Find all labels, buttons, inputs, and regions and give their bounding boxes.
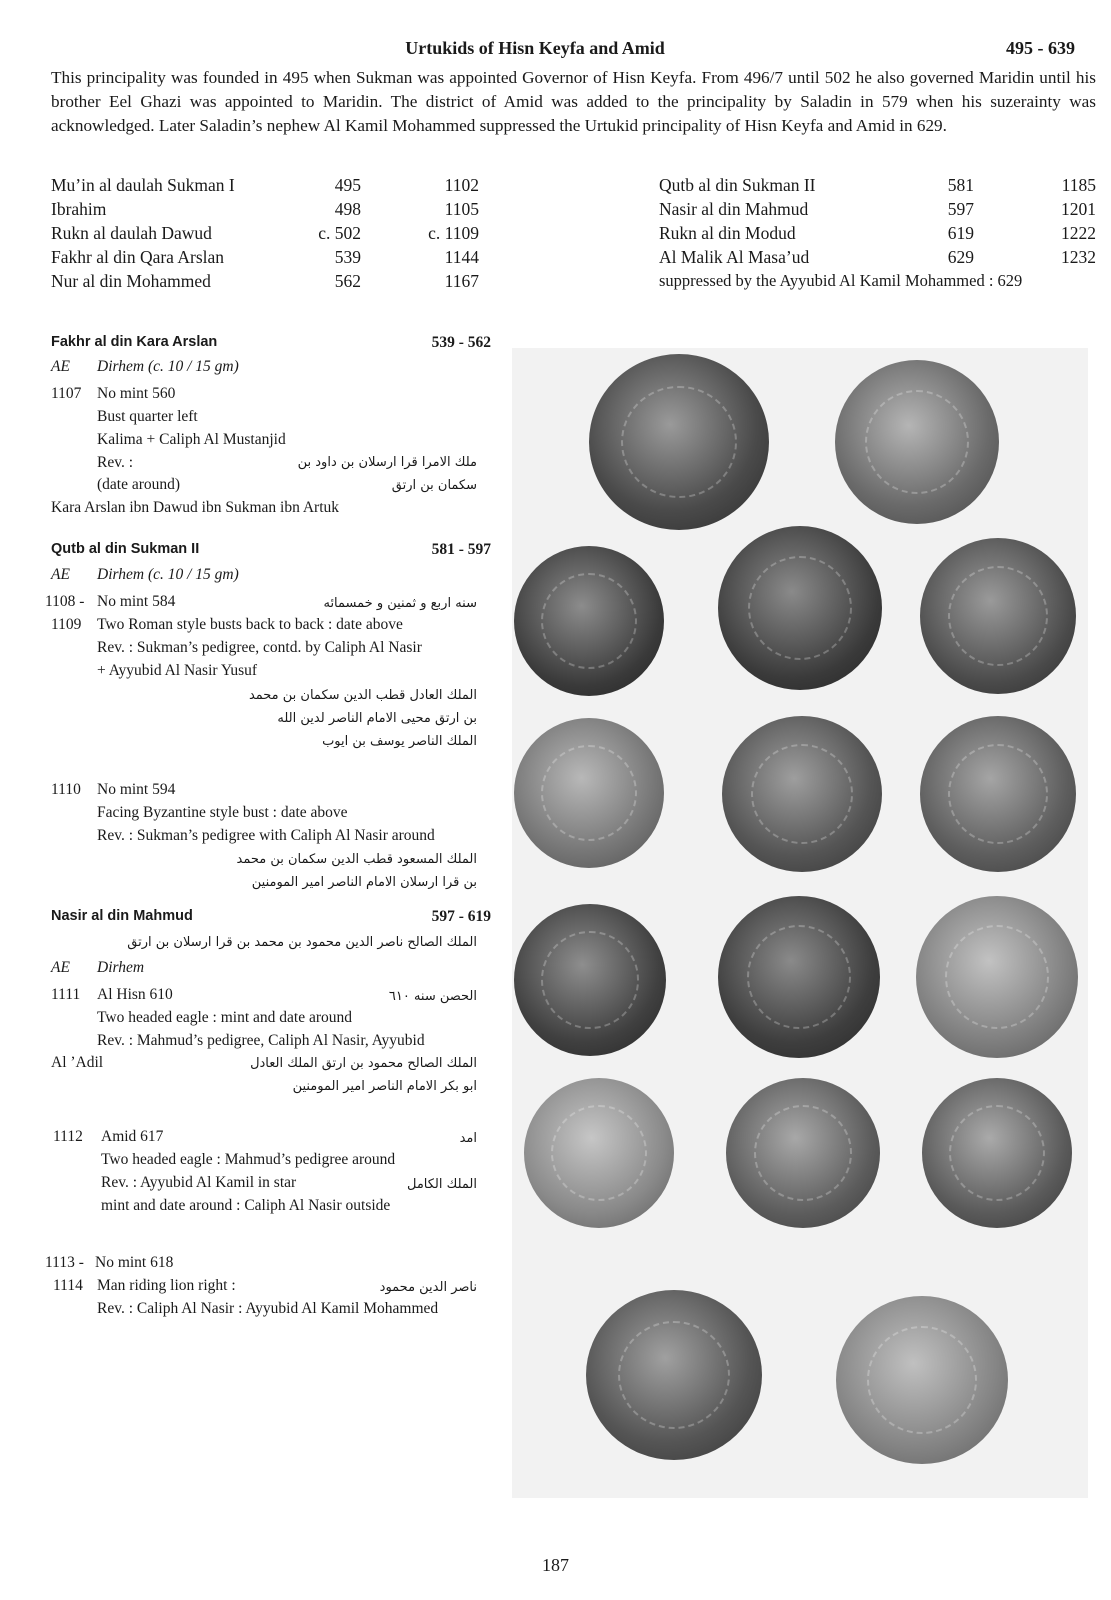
ruler-ad: 1232 (1061, 247, 1096, 267)
arabic-mint: الحصن سنه ٦١٠ (388, 989, 477, 1004)
catalogue-column (45, 0, 491, 1600)
description-line: mint and date around : Caliph Al Nasir outside (101, 1197, 391, 1214)
mint-date: Amid 617 (101, 1128, 164, 1145)
denomination: Dirhem (c. 10 / 15 gm) (97, 358, 239, 375)
catalogue-number: 1114 (53, 1277, 83, 1294)
catalogue-number: 1110 (51, 781, 81, 798)
arabic-legend: الملك الناصر يوسف بن ايوب (322, 734, 477, 749)
ruler-ah: 498 (334, 199, 361, 219)
catalogue-number: 1109 (51, 616, 82, 633)
coin-image (718, 526, 882, 690)
date-range: 495 - 639 (1006, 38, 1075, 58)
metal-type: AE (51, 358, 70, 375)
mint-date: No mint 618 (95, 1254, 174, 1271)
ruler-name: Rukn al din Modud (659, 223, 796, 243)
arabic-legend: سكمان بن ارتق (391, 478, 477, 493)
section-title: Fakhr al din Kara Arslan (51, 334, 218, 350)
ruler-row (659, 221, 1096, 245)
ruler-ah: 562 (334, 271, 361, 291)
ruler-name: Fakhr al din Qara Arslan (51, 247, 225, 267)
description-line: Rev. : Caliph Al Nasir : Ayyubid Al Kamil Mohammed (97, 1300, 439, 1317)
arabic-legend: بن قرا ارسلان الامام الناصر امير المومنين (251, 875, 477, 890)
ruler-name: Qutb al din Sukman II (659, 175, 816, 195)
arabic-title: الملك الصالح ناصر الدين محمود بن محمد بن قرا ارسلان بن ارتق (127, 935, 477, 950)
coin-image (586, 1290, 762, 1460)
description-line: Kalima + Caliph Al Mustanjid (97, 431, 286, 448)
coin-image (718, 896, 880, 1058)
description-line: Bust quarter left (97, 408, 198, 425)
catalogue-number: 1113 - (45, 1254, 84, 1271)
arabic-legend: الملك المسعود قطب الدين سكمان بن محمد (236, 852, 477, 867)
description-line: Man riding lion right : (97, 1277, 236, 1294)
ruler-ad: c. 1109 (428, 223, 479, 243)
mint-date: Al Hisn 610 (97, 986, 173, 1003)
ruler-ad: 1222 (1061, 223, 1096, 243)
description-line: + Ayyubid Al Nasir Yusuf (97, 662, 258, 679)
intro-paragraph: This principality was founded in 495 when Sukman was appointed Governor of Hisn Keyfa. From 496/7 until 502 he also governed Maridin until his brother Eel Ghazi was appointed to Maridin. The district of Amid was added to the principality by Saladin in 579 when his suzerainty was acknowledged. Later Saladin’s nephew Al Kamil Mohammed suppressed the Urtukid principality of Hisn Keyfa and Amid in 629. (51, 68, 1096, 135)
ruler-row (659, 173, 1096, 197)
ruler-ah: 539 (334, 247, 361, 267)
ruler-ah: 581 (947, 175, 974, 195)
arabic-legend: بن ارتق محيى الامام الناصر لدين الله (277, 711, 477, 726)
ruler-ad: 1105 (444, 199, 479, 219)
ruler-ah: 495 (334, 175, 361, 195)
ruler-ad: 1185 (1061, 175, 1096, 195)
page-number: 187 (542, 1555, 569, 1575)
suppressed-note (659, 269, 1096, 293)
ruler-ah: 597 (947, 199, 974, 219)
description-line: Two Roman style busts back to back : date above (97, 616, 403, 633)
coin-image (722, 716, 882, 872)
ruler-name: Nasir al din Mahmud (659, 199, 809, 219)
mint-date: No mint 584 (97, 593, 176, 610)
catalogue-number: 1108 - (45, 593, 85, 610)
denomination: Dirhem (97, 959, 145, 976)
coin-plate (512, 348, 1088, 1498)
ruler-name: Ibrahim (51, 199, 107, 219)
description-line: Rev. : Mahmud’s pedigree, Caliph Al Nasir, Ayyubid (97, 1032, 425, 1049)
coin-image (514, 904, 666, 1056)
arabic-legend: ملك الامرا قرا ارسلان بن داود بن (297, 455, 477, 470)
section-heading (51, 908, 491, 924)
coin-image (836, 1296, 1008, 1464)
coin-image (514, 546, 664, 696)
section-range: 539 - 562 (431, 334, 491, 351)
ruler-name: Al Malik Al Masa’ud (659, 247, 810, 267)
ruler-name: Rukn al daulah Dawud (51, 223, 212, 243)
ruler-ad: 1144 (444, 247, 479, 267)
ruler-ad: 1102 (444, 175, 479, 195)
coin-image (524, 1078, 674, 1228)
mint-date: No mint 560 (97, 385, 176, 402)
metal-type: AE (51, 566, 70, 583)
catalogue-number: 1111 (51, 986, 81, 1003)
coin-image (514, 718, 664, 868)
suppressed-text: suppressed by the Ayyubid Al Kamil Mohammed : 629 (659, 271, 1023, 290)
catalogue-number: 1107 (51, 385, 82, 402)
arabic-mint: سنه اربع و ثمنين و خمسمائه (323, 596, 477, 611)
denomination: Dirhem (c. 10 / 15 gm) (97, 566, 239, 583)
ruler-row (659, 245, 1096, 269)
description-line: (date around) (97, 476, 181, 493)
page-title: Urtukids of Hisn Keyfa and Amid (405, 38, 665, 58)
ruler-ah: c. 502 (318, 223, 361, 243)
ruler-name: Mu’in al daulah Sukman I (51, 175, 235, 195)
mint-date: No mint 594 (97, 781, 176, 798)
description-line: Two headed eagle : mint and date around (97, 1009, 353, 1026)
section-title: Qutb al din Sukman II (51, 541, 200, 557)
coin-image (920, 716, 1076, 872)
ruler-ah: 619 (947, 223, 974, 243)
ruler-table-right (659, 173, 1096, 293)
arabic-legend: الملك الكامل (406, 1177, 477, 1192)
description-line: Al ’Adil (51, 1054, 104, 1071)
arabic-mint: امد (459, 1131, 477, 1146)
arabic-legend: الملك العادل قطب الدين سكمان بن محمد (248, 688, 477, 703)
description-line: Rev. : Ayyubid Al Kamil in star (101, 1174, 297, 1191)
section-heading (51, 334, 491, 350)
ruler-name: Nur al din Mohammed (51, 271, 211, 291)
arabic-legend: ناصر الدين محمود (379, 1280, 477, 1295)
description-line: Rev. : (97, 454, 134, 471)
arabic-legend: ابو بكر الامام الناصر امير المومنين (292, 1079, 477, 1094)
coin-image (916, 896, 1078, 1058)
ruler-ad: 1201 (1061, 199, 1096, 219)
coin-image (589, 354, 769, 530)
section-range: 597 - 619 (431, 908, 491, 925)
coin-image (922, 1078, 1072, 1228)
catalogue-number: 1112 (53, 1128, 83, 1145)
description-line: Two headed eagle : Mahmud’s pedigree around (101, 1151, 396, 1168)
coin-image (726, 1078, 880, 1228)
ruler-row (659, 197, 1096, 221)
note-line: Kara Arslan ibn Dawud ibn Sukman ibn Artuk (51, 499, 340, 516)
coin-image (920, 538, 1076, 694)
arabic-legend: الملك الصالح محمود بن ارتق الملك العادل (250, 1056, 477, 1071)
ruler-ah: 629 (947, 247, 974, 267)
description-line: Rev. : Sukman’s pedigree with Caliph Al Nasir around (97, 827, 435, 844)
coin-image (835, 360, 999, 524)
description-line: Facing Byzantine style bust : date above (97, 804, 348, 821)
section-range: 581 - 597 (431, 541, 491, 558)
section-title: Nasir al din Mahmud (51, 908, 193, 924)
description-line: Rev. : Sukman’s pedigree, contd. by Caliph Al Nasir (97, 639, 422, 656)
section-heading (51, 541, 491, 557)
ruler-ad: 1167 (444, 271, 479, 291)
metal-type: AE (51, 959, 70, 976)
